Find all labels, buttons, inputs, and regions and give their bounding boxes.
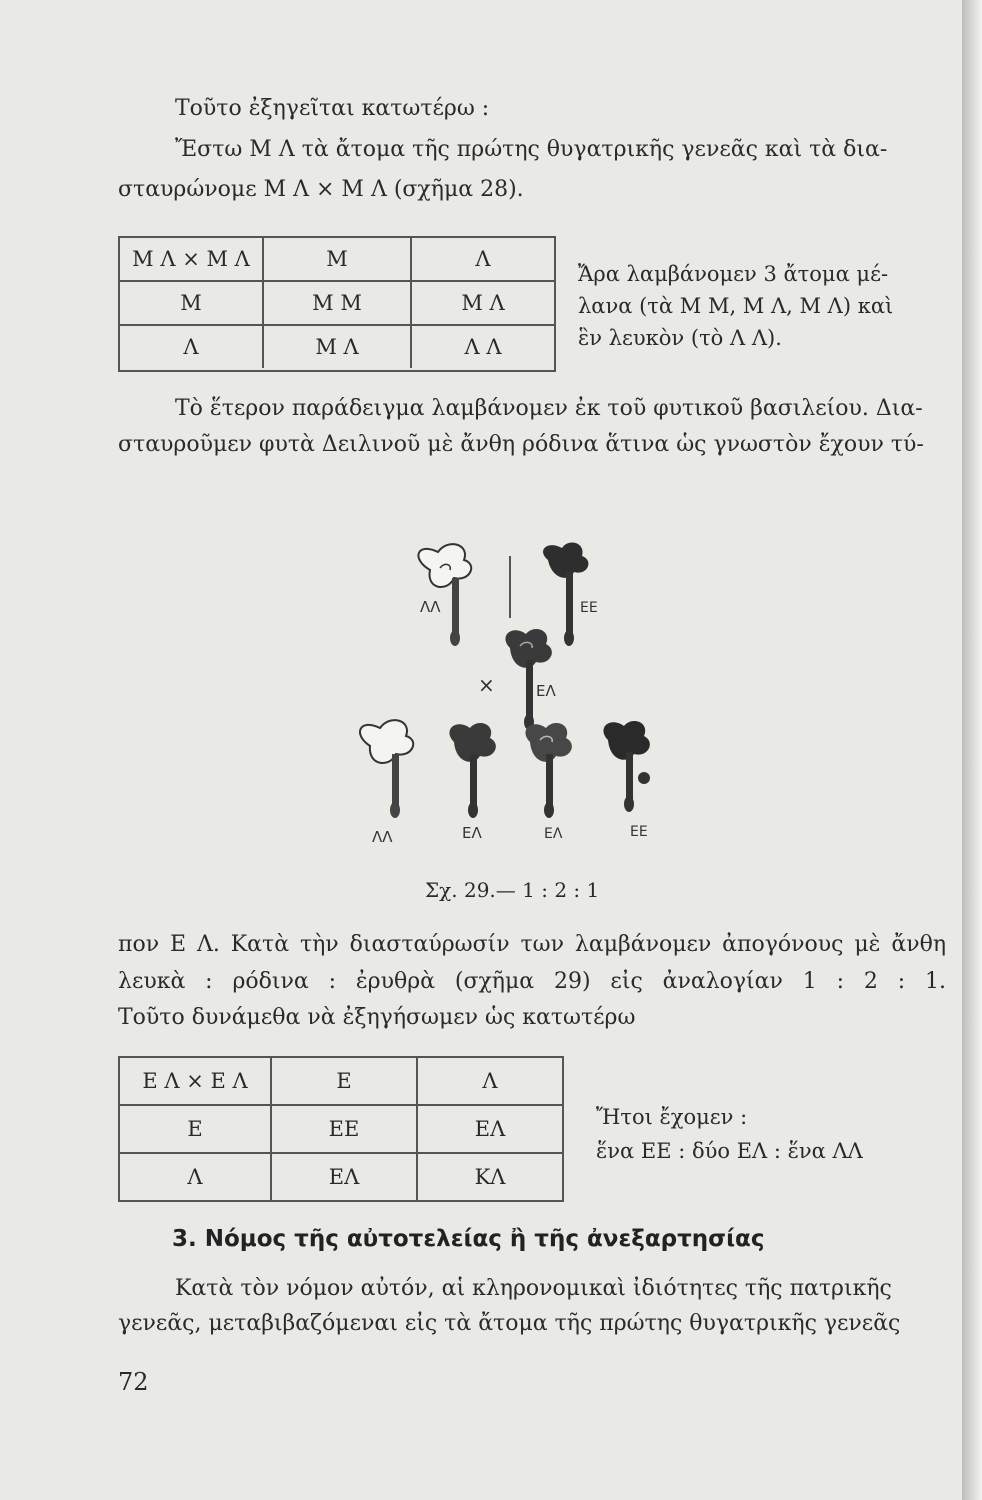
cross-symbol: × bbox=[478, 673, 495, 697]
table-row bbox=[120, 238, 554, 281]
flower-pink-icon bbox=[449, 723, 495, 818]
table-cell: Μ Λ bbox=[411, 281, 554, 325]
table-row bbox=[120, 1153, 562, 1200]
text-line: σταυροῦμεν φυτὰ Δειλινοῦ μὲ ἄνθη ρόδινα ἅτινα ὡς γνωστὸν ἔχουν τύ- bbox=[118, 432, 924, 457]
page-number: 72 bbox=[118, 1368, 149, 1396]
label-child-3: ΕΛ bbox=[544, 826, 563, 842]
table-cell: Ε bbox=[271, 1058, 417, 1105]
page-edge bbox=[962, 0, 982, 1500]
table-1-note bbox=[578, 258, 893, 354]
table-cell: Μ Λ bbox=[263, 325, 411, 368]
table-row bbox=[120, 1105, 562, 1153]
text-line: λευκὰ : ρόδινα : ἐρυθρὰ (σχῆμα 29) εἰς ἀναλογίαν 1 : 2 : 1. bbox=[118, 969, 946, 994]
table-row bbox=[120, 325, 554, 368]
table-cell: Λ bbox=[417, 1058, 562, 1105]
label-child-4: ΕΕ bbox=[630, 824, 648, 840]
text-line: Ἔστω Μ Λ τὰ ἄτομα τῆς πρώτης θυγατρικῆς γενεᾶς καὶ τὰ δια- bbox=[175, 137, 888, 162]
table-cell: ΚΛ bbox=[417, 1153, 562, 1200]
flower-red-icon bbox=[543, 542, 588, 646]
text-line: Τοῦτο δυνάμεθα νὰ ἐξηγήσωμεν ὡς κατωτέρω bbox=[118, 1005, 636, 1030]
note-line: Ἄρα λαμβάνομεν 3 ἄτομα μέ- bbox=[578, 262, 889, 286]
table-row bbox=[120, 281, 554, 325]
table-cell: Ε bbox=[120, 1105, 271, 1153]
figure-caption: Σχ. 29.— 1 : 2 : 1 bbox=[425, 878, 600, 902]
note-line: λανα (τὰ Μ Μ, Μ Λ, Μ Λ) καὶ bbox=[578, 294, 894, 318]
table-cell: Μ Μ bbox=[263, 281, 411, 325]
flower-white-icon bbox=[418, 544, 471, 646]
table-cell: Λ bbox=[187, 1165, 203, 1189]
text-line: Τὸ ἕτερον παράδειγμα λαμβάνομεν ἐκ τοῦ φυτικοῦ βασιλείου. Δια- bbox=[175, 396, 923, 421]
text-line: γενεᾶς, μεταβιβαζόμεναι εἰς τὰ ἄτομα τῆς πρώτης θυγατρικῆς γενεᾶς bbox=[118, 1311, 901, 1336]
table-cell: Μ bbox=[120, 281, 263, 325]
table-cell: Λ bbox=[183, 335, 199, 359]
label-f1: ΕΛ bbox=[536, 682, 556, 700]
table-cell: ΕΛ bbox=[417, 1105, 562, 1153]
label-child-2: ΕΛ bbox=[462, 824, 482, 842]
flower-pink-icon bbox=[505, 629, 551, 730]
note-line: Ἤτοι ἔχομεν : bbox=[596, 1105, 748, 1129]
note-line: ἕνα ΕΕ : δύο ΕΛ : ἕνα ΛΛ bbox=[596, 1139, 863, 1163]
text-line: Τοῦτο ἐξηγεῖται κατωτέρω : bbox=[175, 96, 490, 121]
flower-pink-icon bbox=[525, 723, 571, 818]
table-2 bbox=[120, 1058, 562, 1200]
text-line: πον Ε Λ. Κατὰ τὴν διασταύρωσίν των λαμβάνομεν ἀπογόνους μὲ ἄνθη bbox=[118, 932, 946, 957]
note-line: ἓν λευκὸν (τὸ Λ Λ). bbox=[578, 326, 782, 350]
table-cell: Μ bbox=[263, 238, 411, 281]
label-parent-left: ΛΛ bbox=[420, 598, 441, 616]
table-row bbox=[120, 1058, 562, 1105]
table-cell: Λ Λ bbox=[411, 325, 554, 368]
table-cell: Ε Λ × Ε Λ bbox=[120, 1058, 271, 1105]
text-line: Κατὰ τὸν νόμον αὐτόν, αἱ κληρονομικαὶ ἰδιότητες τῆς πατρικῆς bbox=[175, 1276, 892, 1301]
section-heading: 3. Νόμος τῆς αὐτοτελείας ἢ τῆς ἀνεξαρτησίας bbox=[172, 1226, 765, 1252]
table-cell: ΕΛ bbox=[271, 1153, 417, 1200]
table-cell: Λ bbox=[411, 238, 554, 281]
flower-red-icon bbox=[603, 721, 650, 812]
table-2-note bbox=[596, 1100, 863, 1168]
table-cell: Μ Λ × Μ Λ bbox=[120, 238, 263, 281]
table-cell: ΕΕ bbox=[271, 1105, 417, 1153]
text-line: σταυρώνομε Μ Λ × Μ Λ (σχῆμα 28). bbox=[118, 177, 524, 202]
table-1 bbox=[120, 238, 554, 368]
label-parent-right: ΕΕ bbox=[580, 600, 598, 616]
flower-white-icon bbox=[360, 720, 413, 818]
flower-figure bbox=[330, 520, 690, 850]
label-child-1: ΛΛ bbox=[372, 828, 393, 846]
